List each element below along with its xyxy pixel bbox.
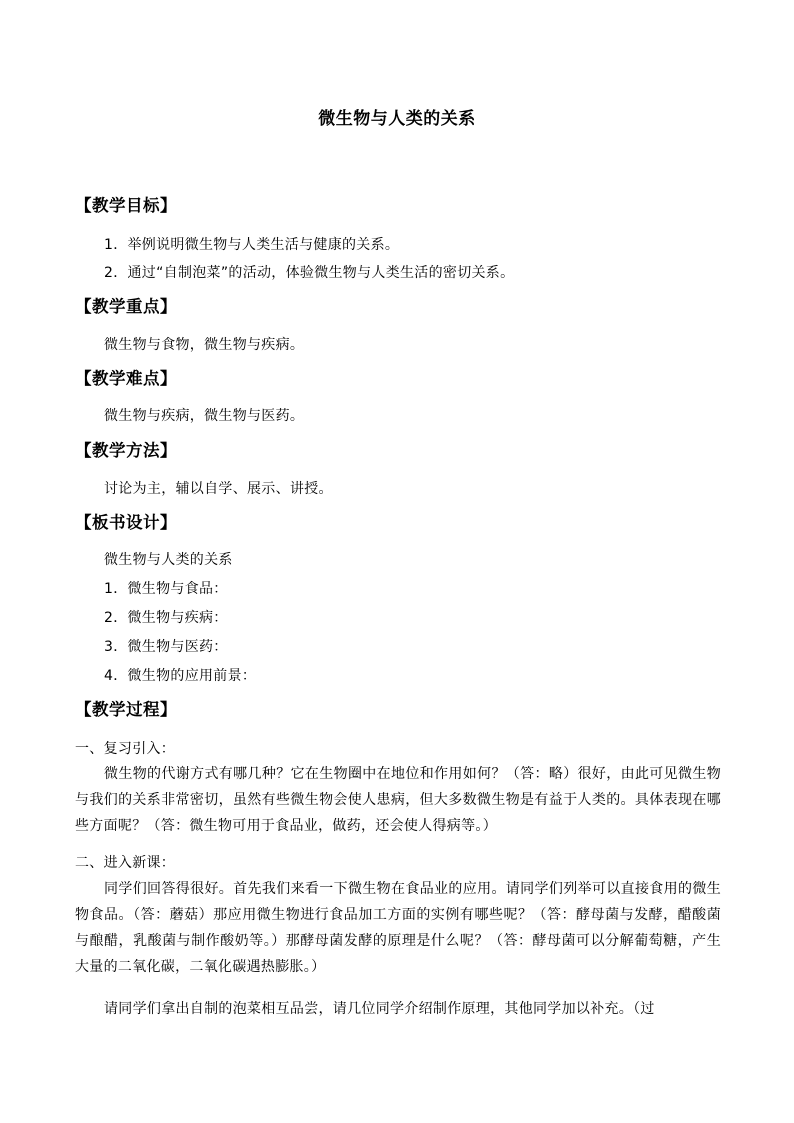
objective-item-2: 2．通过“自制泡菜”的活动，体验微生物与人类生活的密切关系。 xyxy=(104,265,515,281)
process-part2-title: 二、进入新课： xyxy=(75,855,176,871)
board-item-4: 4．微生物的应用前景： xyxy=(104,668,257,684)
board-item-2: 2．微生物与疾病： xyxy=(104,610,228,626)
board-title: 微生物与人类的关系 xyxy=(104,552,233,568)
heading-board-design: 【板书设计】 xyxy=(75,513,177,532)
process-part1-text: 微生物的代谢方式有哪几种？它在生物圈中在地位和作用如何？（答：略）很好，由此可见微生物与我们的关系非常密切，虽然有些微生物会使人患病，但大多数微生物是有益于人类的。具体表现在哪些方面呢？（答：微生物可用于食品业，做药，还会使人得病等。） xyxy=(75,766,721,834)
difficulties-text: 微生物与疾病，微生物与医药。 xyxy=(104,408,305,424)
process-part2-text2: 请同学们拿出自制的泡菜相互品尝，请几位同学介绍制作原理，其他同学加以补充。（过 xyxy=(104,1001,655,1017)
methods-text: 讨论为主，辅以自学、展示、讲授。 xyxy=(104,481,333,497)
board-item-3: 3．微生物与医药： xyxy=(104,639,228,655)
heading-process: 【教学过程】 xyxy=(75,700,177,719)
heading-difficulties: 【教学难点】 xyxy=(75,369,177,388)
process-part2-text: 同学们回答得很好。首先我们来看一下微生物在食品业的应用。请同学们列举可以直接食用的微生物食品。（答：蘑菇）那应用微生物进行食品加工方面的实例有哪些呢？（答：酵母菌与发酵，醋酸菌与酿醋，乳酸菌与制作酸奶等。）那酵母菌发酵的原理是什么呢？（答：酵母菌可以分解葡萄糖，产生大量的二氧化碳，二氧化碳遇热膨胀。） xyxy=(75,881,721,975)
board-item-1: 1．微生物与食品： xyxy=(104,581,228,597)
objective-item-1: 1．举例说明微生物与人类生活与健康的关系。 xyxy=(104,237,400,253)
process-part1-title: 一、复习引入： xyxy=(75,741,176,757)
key-points-text: 微生物与食物，微生物与疾病。 xyxy=(104,337,305,353)
heading-objectives: 【教学目标】 xyxy=(75,196,177,215)
heading-key-points: 【教学重点】 xyxy=(75,297,177,316)
heading-methods: 【教学方法】 xyxy=(75,441,177,460)
document-title: 微生物与人类的关系 xyxy=(318,109,476,129)
